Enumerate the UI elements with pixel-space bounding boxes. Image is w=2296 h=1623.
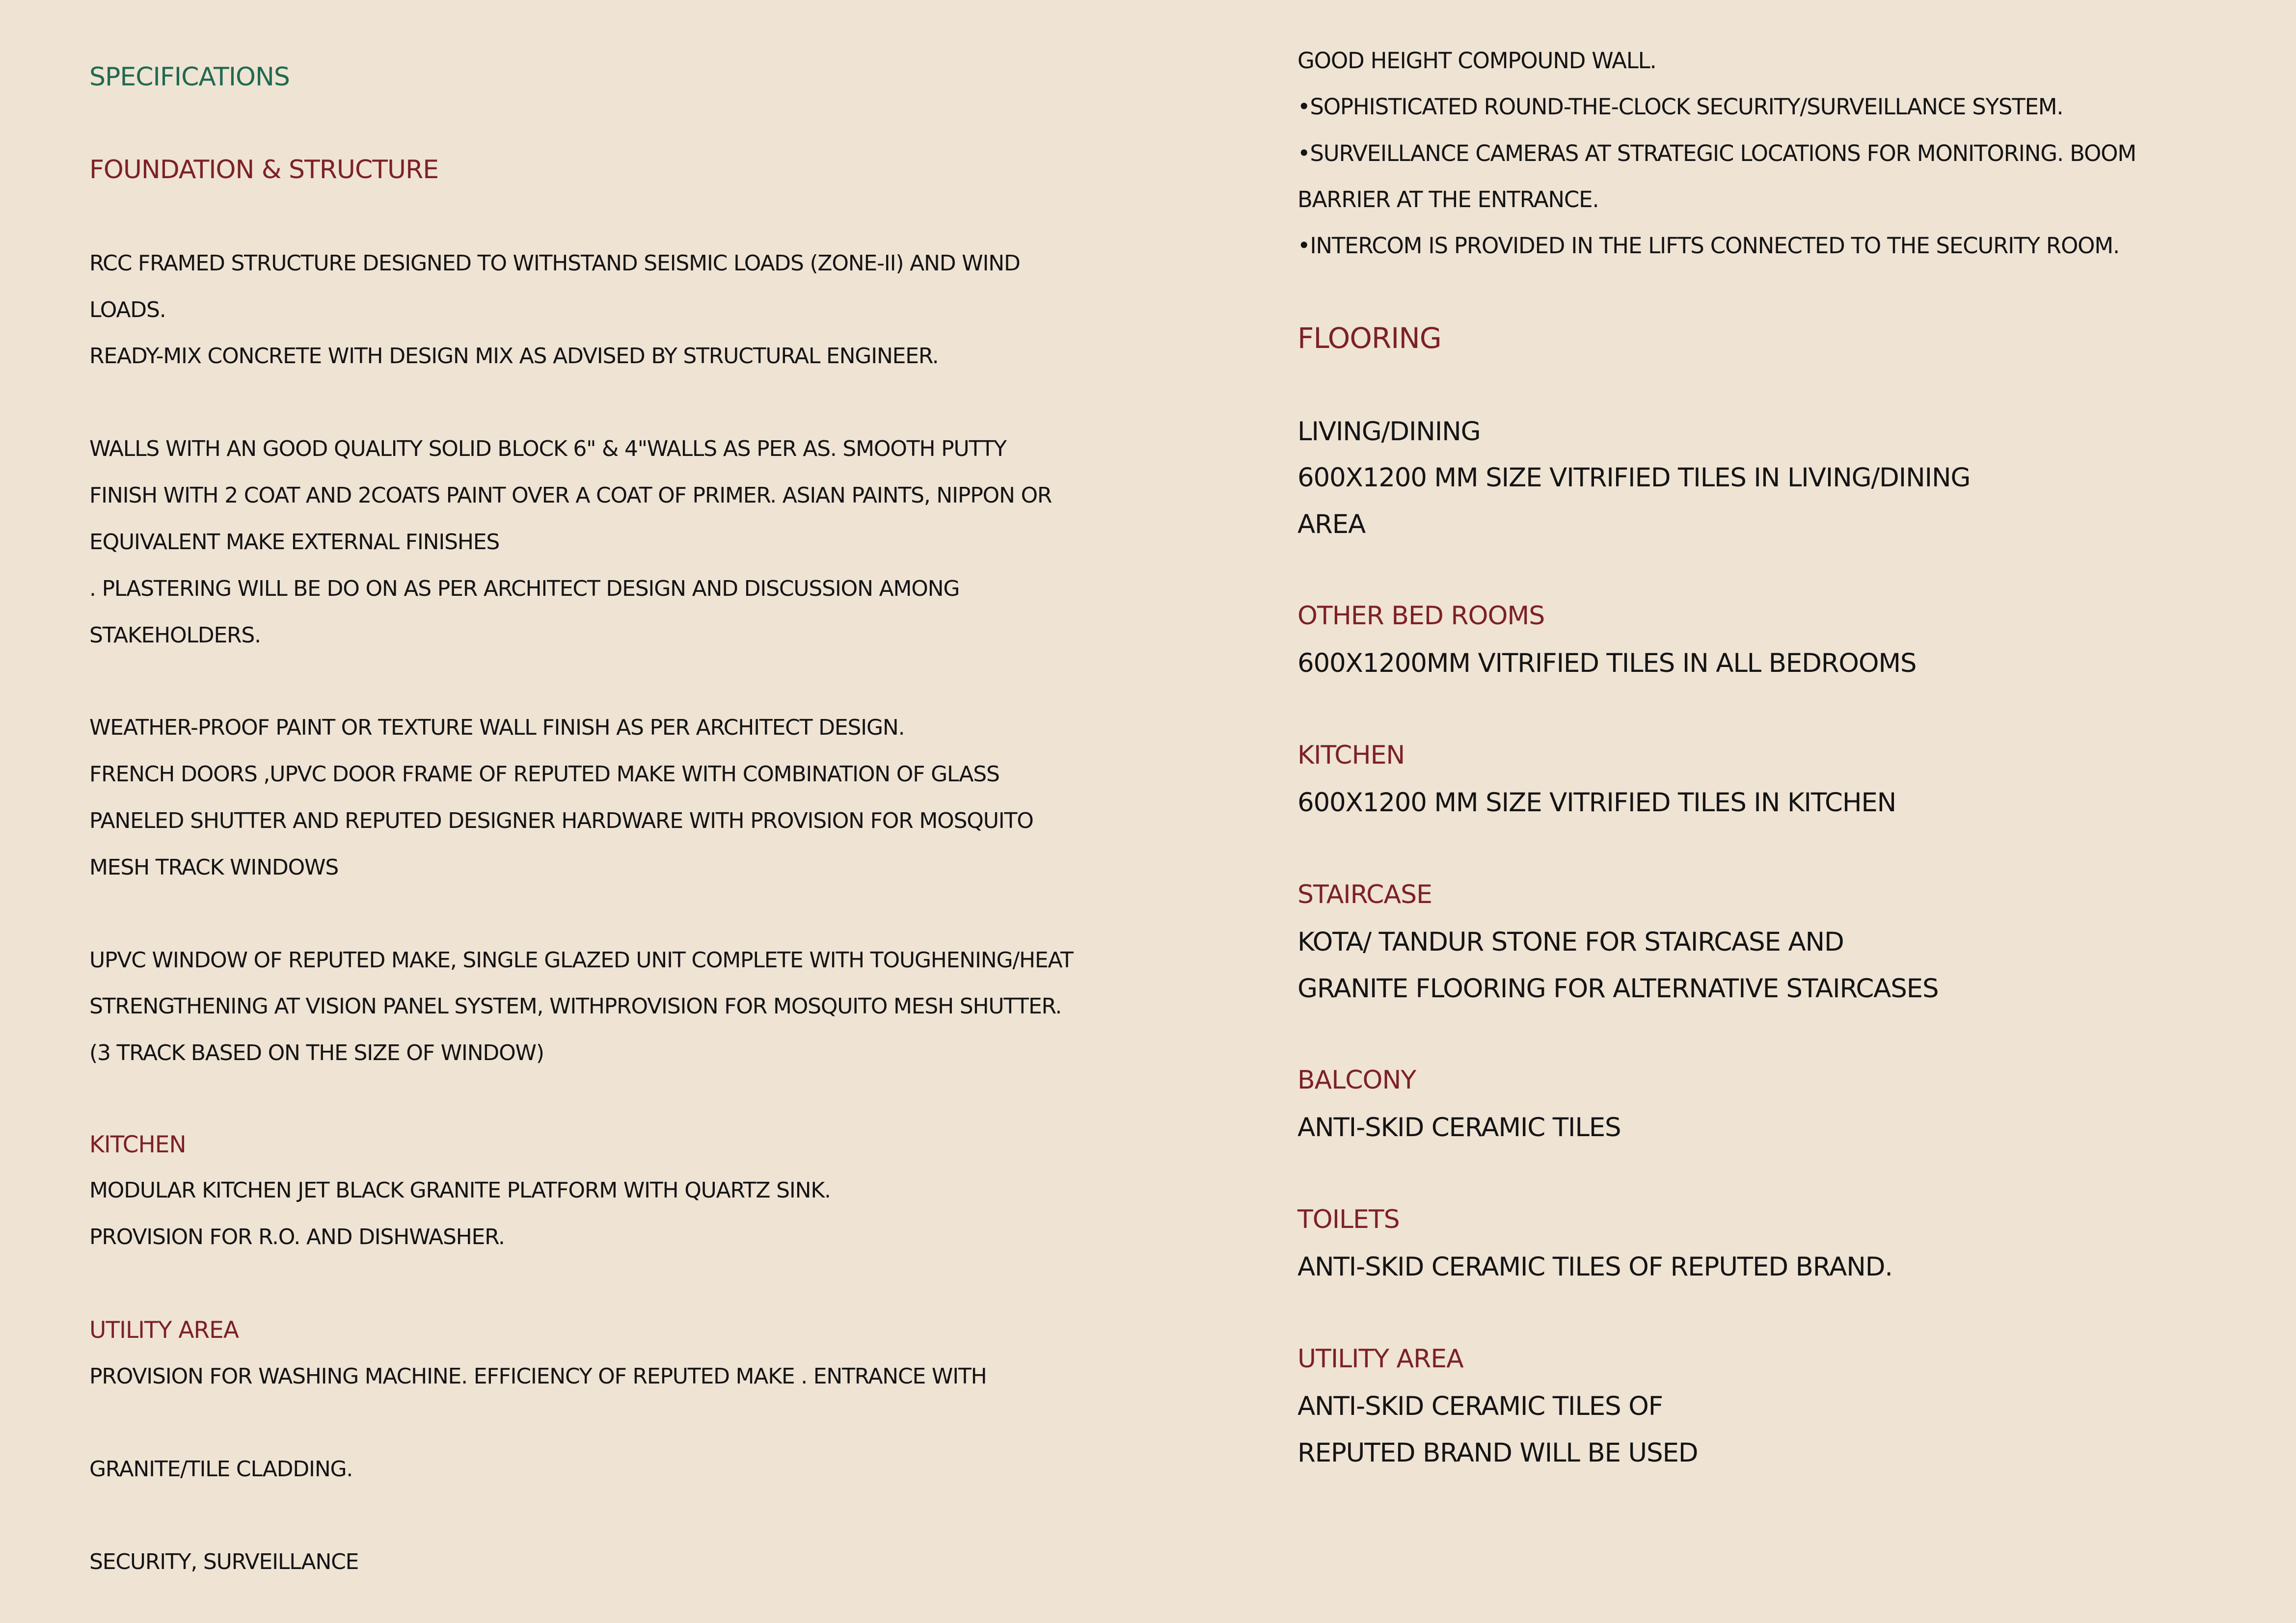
doors-line: PANELED SHUTTER AND REPUTED DESIGNER HARDWARE WITH PROVISION FOR MOSQUITO (89, 808, 1033, 833)
kitchen-line: PROVISION FOR R.O. AND DISHWASHER. (89, 1224, 505, 1250)
foundation-line: RCC FRAMED STRUCTURE DESIGNED TO WITHSTAND SEISMIC LOADS (ZONE-II) AND WIND (89, 251, 1020, 276)
utility-flooring-line: REPUTED BRAND WILL BE USED (1297, 1438, 1698, 1468)
finish-line: WEATHER-PROOF PAINT OR TEXTURE WALL FINISH AS PER ARCHITECT DESIGN. (89, 715, 905, 740)
walls-line: FINISH WITH 2 COAT AND 2COATS PAINT OVER A COAT OF PRIMER. ASIAN PAINTS, NIPPON OR (89, 483, 1052, 508)
walls-line: . PLASTERING WILL BE DO ON AS PER ARCHITECT DESIGN AND DISCUSSION AMONG (89, 576, 960, 601)
security-line: •SURVEILLANCE CAMERAS AT STRATEGIC LOCATIONS FOR MONITORING. BOOM (1297, 140, 2136, 166)
bedrooms-line: 600X1200MM VITRIFIED TILES IN ALL BEDROOMS (1297, 648, 1917, 678)
utility-line: GRANITE/TILE CLADDING. (89, 1457, 353, 1482)
security-line: •INTERCOM IS PROVIDED IN THE LIFTS CONNECTED TO THE SECURITY ROOM. (1297, 233, 2120, 259)
kitchen-flooring-line: 600X1200 MM SIZE VITRIFIED TILES IN KITCHEN (1297, 788, 1896, 818)
toilets-line: ANTI-SKID CERAMIC TILES OF REPUTED BRAND. (1297, 1252, 1892, 1282)
utility-heading: UTILITY AREA (89, 1317, 239, 1344)
staircase-heading: STAIRCASE (1297, 880, 1432, 909)
foundation-line: READY-MIX CONCRETE WITH DESIGN MIX AS ADVISED BY STRUCTURAL ENGINEER. (89, 344, 939, 369)
walls-line: WALLS WITH AN GOOD QUALITY SOLID BLOCK 6" & 4"WALLS AS PER AS. SMOOTH PUTTY (89, 436, 1006, 461)
living-label: LIVING/DINING (1297, 417, 1481, 447)
window-line: (3 TRACK BASED ON THE SIZE OF WINDOW) (89, 1040, 544, 1065)
walls-line: EQUIVALENT MAKE EXTERNAL FINISHES (89, 530, 500, 555)
kitchen-heading: KITCHEN (89, 1131, 186, 1158)
staircase-line: KOTA/ TANDUR STONE FOR STAIRCASE AND (1297, 927, 1844, 957)
walls-line: STAKEHOLDERS. (89, 623, 261, 648)
security-line: GOOD HEIGHT COMPOUND WALL. (1297, 48, 1656, 74)
toilets-heading: TOILETS (1297, 1205, 1400, 1234)
utility-flooring-line: ANTI-SKID CERAMIC TILES OF (1297, 1391, 1663, 1421)
page-title: SPECIFICATIONS (89, 62, 290, 92)
living-line: AREA (1297, 509, 1366, 539)
kitchen-line: MODULAR KITCHEN JET BLACK GRANITE PLATFORM WITH QUARTZ SINK. (89, 1178, 831, 1203)
window-line: STRENGTHENING AT VISION PANEL SYSTEM, WITHPROVISION FOR MOSQUITO MESH SHUTTER. (89, 994, 1062, 1019)
staircase-line: GRANITE FLOORING FOR ALTERNATIVE STAIRCASES (1297, 974, 1939, 1004)
living-line: 600X1200 MM SIZE VITRIFIED TILES IN LIVING/DINING (1297, 463, 1971, 493)
doors-line: MESH TRACK WINDOWS (89, 855, 339, 880)
flooring-heading: FLOORING (1297, 321, 1441, 355)
bedrooms-heading: OTHER BED ROOMS (1297, 601, 1545, 631)
utility-line: PROVISION FOR WASHING MACHINE. EFFICIENCY OF REPUTED MAKE . ENTRANCE WITH (89, 1364, 987, 1389)
utility-flooring-heading: UTILITY AREA (1297, 1344, 1463, 1374)
window-line: UPVC WINDOW OF REPUTED MAKE, SINGLE GLAZED UNIT COMPLETE WITH TOUGHENING/HEAT (89, 948, 1073, 973)
balcony-heading: BALCONY (1297, 1065, 1416, 1095)
security-heading-line: SECURITY, SURVEILLANCE (89, 1549, 359, 1574)
kitchen-flooring-heading: KITCHEN (1297, 741, 1405, 770)
doors-line: FRENCH DOORS ,UPVC DOOR FRAME OF REPUTED MAKE WITH COMBINATION OF GLASS (89, 762, 999, 787)
foundation-heading: FOUNDATION & STRUCTURE (89, 155, 439, 185)
security-line: BARRIER AT THE ENTRANCE. (1297, 186, 1599, 213)
foundation-line: LOADS. (89, 297, 166, 322)
balcony-line: ANTI-SKID CERAMIC TILES (1297, 1113, 1621, 1143)
security-line: •SOPHISTICATED ROUND-THE-CLOCK SECURITY/SURVEILLANCE SYSTEM. (1297, 94, 2063, 120)
